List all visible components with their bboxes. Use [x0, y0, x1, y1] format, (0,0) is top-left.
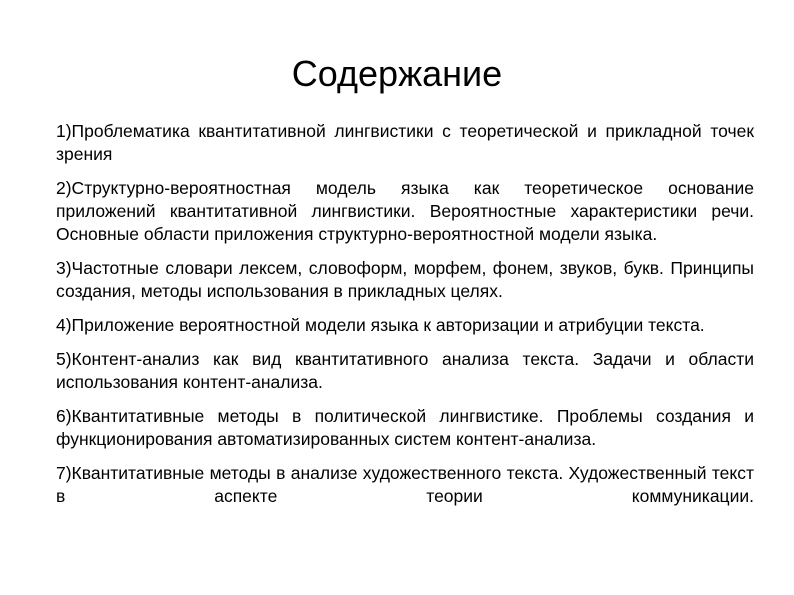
- list-item: 6)Квантитативные методы в политической лингвистике. Проблемы создания и функционирования автоматизированных систем контент-анализа.: [56, 406, 754, 449]
- contents-list: [56, 120, 754, 519]
- list-item: 1)Проблематика квантитативной лингвистики с теоретической и прикладной точек зрения: [56, 121, 754, 164]
- list-item: 5)Контент-анализ как вид квантитативного анализа текста. Задачи и области использования контент-анализа.: [56, 349, 754, 392]
- list-item: 3)Частотные словари лексем, словоформ, морфем, фонем, звуков, букв. Принципы создания, методы использования в прикладных целях.: [56, 258, 754, 301]
- slide-title: Содержание: [291, 53, 503, 94]
- list-item: 2)Структурно-вероятностная модель языка как теоретическое основание приложений квантитативной лингвистики. Вероятностные характеристики речи. Основные области приложения структурно-вероятностной модели языка.: [56, 178, 754, 244]
- list-item: 4)Приложение вероятностной модели языка к авторизации и атрибуции текста.: [56, 315, 705, 335]
- list-item: 7)Квантитативные методы в анализе художественного текста. Художественный текст в аспекте теории коммуникации.: [56, 463, 754, 506]
